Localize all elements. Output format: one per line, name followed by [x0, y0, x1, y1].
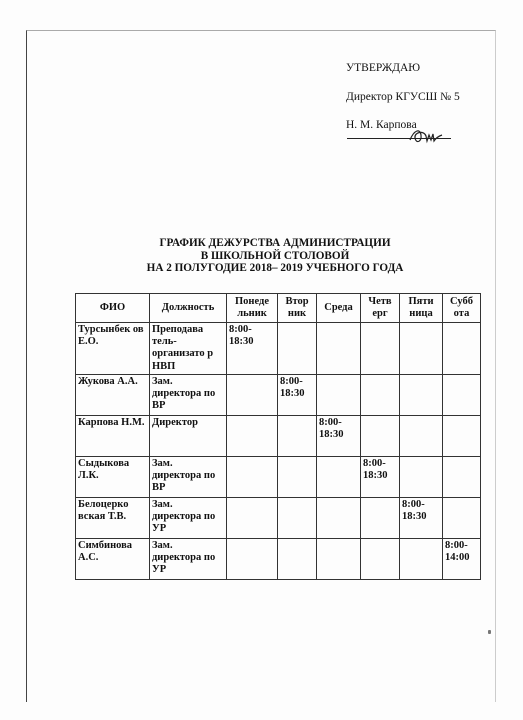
cell-monday: [227, 374, 278, 415]
cell-position: Зам. директора по ВР: [150, 374, 227, 415]
scan-speck: [488, 630, 491, 634]
header-wednesday: Среда: [317, 294, 361, 323]
cell-name: Карпова Н.М.: [76, 415, 150, 456]
title-line-2: В ШКОЛЬНОЙ СТОЛОВОЙ: [200, 249, 350, 262]
table-row: [76, 538, 481, 579]
cell-tuesday: [278, 538, 317, 579]
cell-saturday: [443, 374, 481, 415]
title-line-3: НА 2 ПОЛУГОДИЕ 2018– 2019 УЧЕБНОГО ГОДА: [146, 262, 404, 274]
cell-name: Белоцерко вская Т.В.: [76, 497, 150, 538]
table-row: [76, 374, 481, 415]
cell-monday: [227, 497, 278, 538]
cell-thursday: [361, 497, 400, 538]
cell-saturday: [443, 456, 481, 497]
cell-name: Симбинова А.С.: [76, 538, 150, 579]
table-header-row: [76, 294, 481, 323]
approve-label: УТВЕРЖДАЮ: [346, 62, 421, 74]
header-monday: Понеде льник: [227, 294, 278, 323]
table-row: [76, 497, 481, 538]
cell-wednesday: [317, 374, 361, 415]
cell-friday: [400, 415, 443, 456]
cell-wednesday: [317, 497, 361, 538]
table-row: [76, 415, 481, 456]
cell-monday: 8:00-18:30: [227, 323, 278, 375]
header-fio: ФИО: [76, 294, 150, 323]
cell-position: Зам. директора по ВР: [150, 456, 227, 497]
cell-tuesday: [278, 415, 317, 456]
cell-thursday: [361, 374, 400, 415]
cell-friday: [400, 538, 443, 579]
cell-wednesday: [317, 323, 361, 375]
cell-monday: [227, 538, 278, 579]
cell-tuesday: [278, 456, 317, 497]
cell-position: Директор: [150, 415, 227, 456]
director-name: Н. М. Карпова: [346, 119, 417, 131]
table-row: [76, 456, 481, 497]
header-position: Должность: [150, 294, 227, 323]
header-thursday: Четв ерг: [361, 294, 400, 323]
cell-friday: [400, 456, 443, 497]
cell-saturday: [443, 323, 481, 375]
cell-thursday: 8:00-18:30: [361, 456, 400, 497]
cell-thursday: [361, 538, 400, 579]
cell-friday: [400, 323, 443, 375]
cell-position: Зам. директора по УР: [150, 538, 227, 579]
header-friday: Пяти ница: [400, 294, 443, 323]
signature-mark: [408, 126, 444, 148]
cell-friday: [400, 374, 443, 415]
cell-name: Сыдыкова Л.К.: [76, 456, 150, 497]
table-row: [76, 323, 481, 375]
cell-position: Зам. директора по УР: [150, 497, 227, 538]
cell-monday: [227, 456, 278, 497]
cell-tuesday: [278, 497, 317, 538]
cell-thursday: [361, 415, 400, 456]
cell-position: Преподава тель-организато р НВП: [150, 323, 227, 375]
title-line-1: ГРАФИК ДЕЖУРСТВА АДМИНИСТРАЦИИ: [159, 237, 391, 249]
cell-friday: 8:00-18:30: [400, 497, 443, 538]
cell-tuesday: [278, 323, 317, 375]
cell-monday: [227, 415, 278, 456]
cell-wednesday: [317, 456, 361, 497]
cell-wednesday: [317, 538, 361, 579]
director-line: Директор КГУСШ № 5: [346, 91, 460, 103]
cell-tuesday: 8:00-18:30: [278, 374, 317, 415]
cell-saturday: [443, 497, 481, 538]
cell-thursday: [361, 323, 400, 375]
cell-name: Жукова А.А.: [76, 374, 150, 415]
cell-saturday: [443, 415, 481, 456]
header-tuesday: Втор ник: [278, 294, 317, 323]
document-title: [80, 237, 470, 275]
duty-schedule-table: [75, 293, 481, 580]
cell-name: Турсынбек ов Е.О.: [76, 323, 150, 375]
header-saturday: Субб ота: [443, 294, 481, 323]
cell-saturday: 8:00-14:00: [443, 538, 481, 579]
cell-wednesday: 8:00-18:30: [317, 415, 361, 456]
